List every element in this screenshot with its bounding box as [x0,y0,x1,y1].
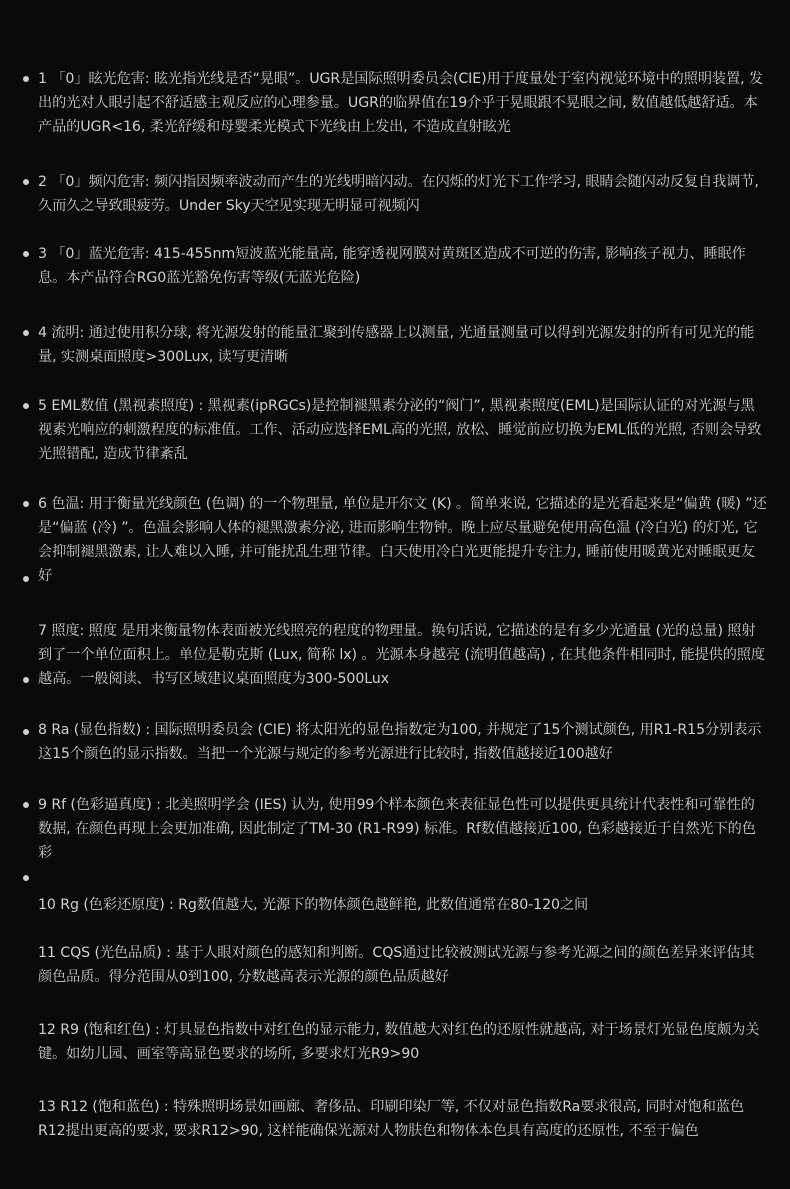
list-item-6: 6 色温: 用于衡量光线颜色 (色调) 的一个物理量, 单位是开尔文 (K) 。简单来说, 它描述的是光看起来是“偏黄 (暖) ”还是“偏蓝 (冷) ”。色温会影响人体的褪黑激素分泌, 进而影响生物钟。晚上应尽量避免使用高色温 (冷白光) 的灯光, 它会抑制褪黑激素, 让人难以入睡, 并可能扰乱生理节律。白天使用冷白光更能提升专注力, 睡前使用暖黄光对睡眠更友好 [38,496,767,584]
bullet-dot-4 [23,330,29,336]
list-item-8: 8 Ra (显色指数) : 国际照明委员会 (CIE) 将太阳光的显色指数定为100, 并规定了15个测试颜色, 用R1-R15分别表示这15个颜色的显示指数。当把一个光源与规定的参考光源进行比较时, 指数值越接近100越好 [38,722,762,762]
bullet-dot-6 [23,501,29,507]
list-item-5: 5 EML数值 (黑视素照度) : 黑视素(ipRGCs)是控制褪黑素分泌的“阀门”, 黑视素照度(EML)是国际认证的对光源与黑视素光响应的刺激程度的标准值。工作、活动应选择EML高的光照, 放松、睡觉前应切换为EML低的光照, 否则会导致光照错配, 造成节律紊乱 [38,398,762,462]
bullet-dot-11 [23,875,29,881]
list-item-3: 3 「0」蓝光危害: 415-455nm短波蓝光能量高, 能穿透视网膜对黄斑区造成不可逆的伤害, 影响孩子视力、睡眠作息。本产品符合RG0蓝光豁免伤害等级(无蓝光危险) [38,246,746,286]
bullet-dot-10 [23,802,29,808]
list-item-12: 12 R9 (饱和红色) : 灯具显色指数中对红色的显示能力, 数值越大对红色的还原性就越高, 对于场景灯光显色度颇为关键。如幼儿园、画室等高显色要求的场所, 多要求灯光R9>90 [38,1022,760,1062]
bullet-dot-9 [23,729,29,735]
list-item-7: 7 照度: 照度 是用来衡量物体表面被光线照亮的程度的物理量。换句话说, 它描述的是有多少光通量 (光的总量) 照射到了一个单位面积上。单位是勒克斯 (Lux, 简称 lx) 。光源本身越亮 (流明值越高) , 在其他条件相同时, 能提供的照度越高。一般阅读、书写区域建议桌面照度为300-500Lux [38,623,765,687]
list-item-4: 4 流明: 通过使用积分球, 将光源发射的能量汇聚到传感器上以测量, 光通量测量可以得到光源发射的所有可见光的能量, 实测桌面照度>300Lux, 读写更清晰 [38,325,755,365]
bullet-dot-8 [23,677,29,683]
list-item-9: 9 Rf (色彩逼真度) : 北美照明学会 (IES) 认为, 使用99个样本颜色来表征显色性可以提供更具统计代表性和可靠性的数据, 在颜色再现上会更加准确, 因此制定了TM-30 (R1-R99) 标准。Rf数值越接近100, 色彩越接近于自然光下的色彩 [38,797,756,861]
bullet-dot-1 [23,76,29,82]
list-item-2: 2 「0」频闪危害: 频闪指因频率波动而产生的光线明暗闪动。在闪烁的灯光下工作学习, 眼睛会随闪动反复自我调节,久而久之导致眼疲劳。Under Sky天空见实现无明显可视频闪 [38,174,759,214]
list-item-13: 13 R12 (饱和蓝色) : 特殊照明场景如画廊、奢侈品、印刷印染厂等, 不仅对显色指数Ra要求很高, 同时对饱和蓝色R12提出更高的要求, 要求R12>90, 这样能确保光源对人物肤色和物体本色具有高度的还原性, 不至于偏色 [38,1099,745,1139]
list-item-11: 11 CQS (光色品质) : 基于人眼对颜色的感知和判断。CQS通过比较被测试光源与参考光源之间的颜色差异来评估其颜色品质。得分范围从0到100, 分数越高表示光源的颜色品质越好 [38,945,755,985]
list-item-10: 10 Rg (色彩还原度) : Rg数值越大, 光源下的物体颜色越鲜艳, 此数值通常在80-120之间 [38,897,589,913]
bullet-dot-7 [23,576,29,582]
list-item-1: 1 「0」眩光危害: 眩光指光线是否“晃眼”。UGR是国际照明委员会(CIE)用于度量处于室内视觉环境中的照明装置, 发出的光对人眼引起不舒适感主观反应的心理参量。UGR的临界值在19介乎于晃眼跟不晃眼之间, 数值越低越舒适。本产品的UGR<16, 柔光舒缓和母婴柔光模式下光线由上发出, 不造成直射眩光 [38,71,763,135]
bullet-dot-2 [23,179,29,185]
bullet-dot-3 [23,251,29,257]
bullet-dot-5 [23,403,29,409]
